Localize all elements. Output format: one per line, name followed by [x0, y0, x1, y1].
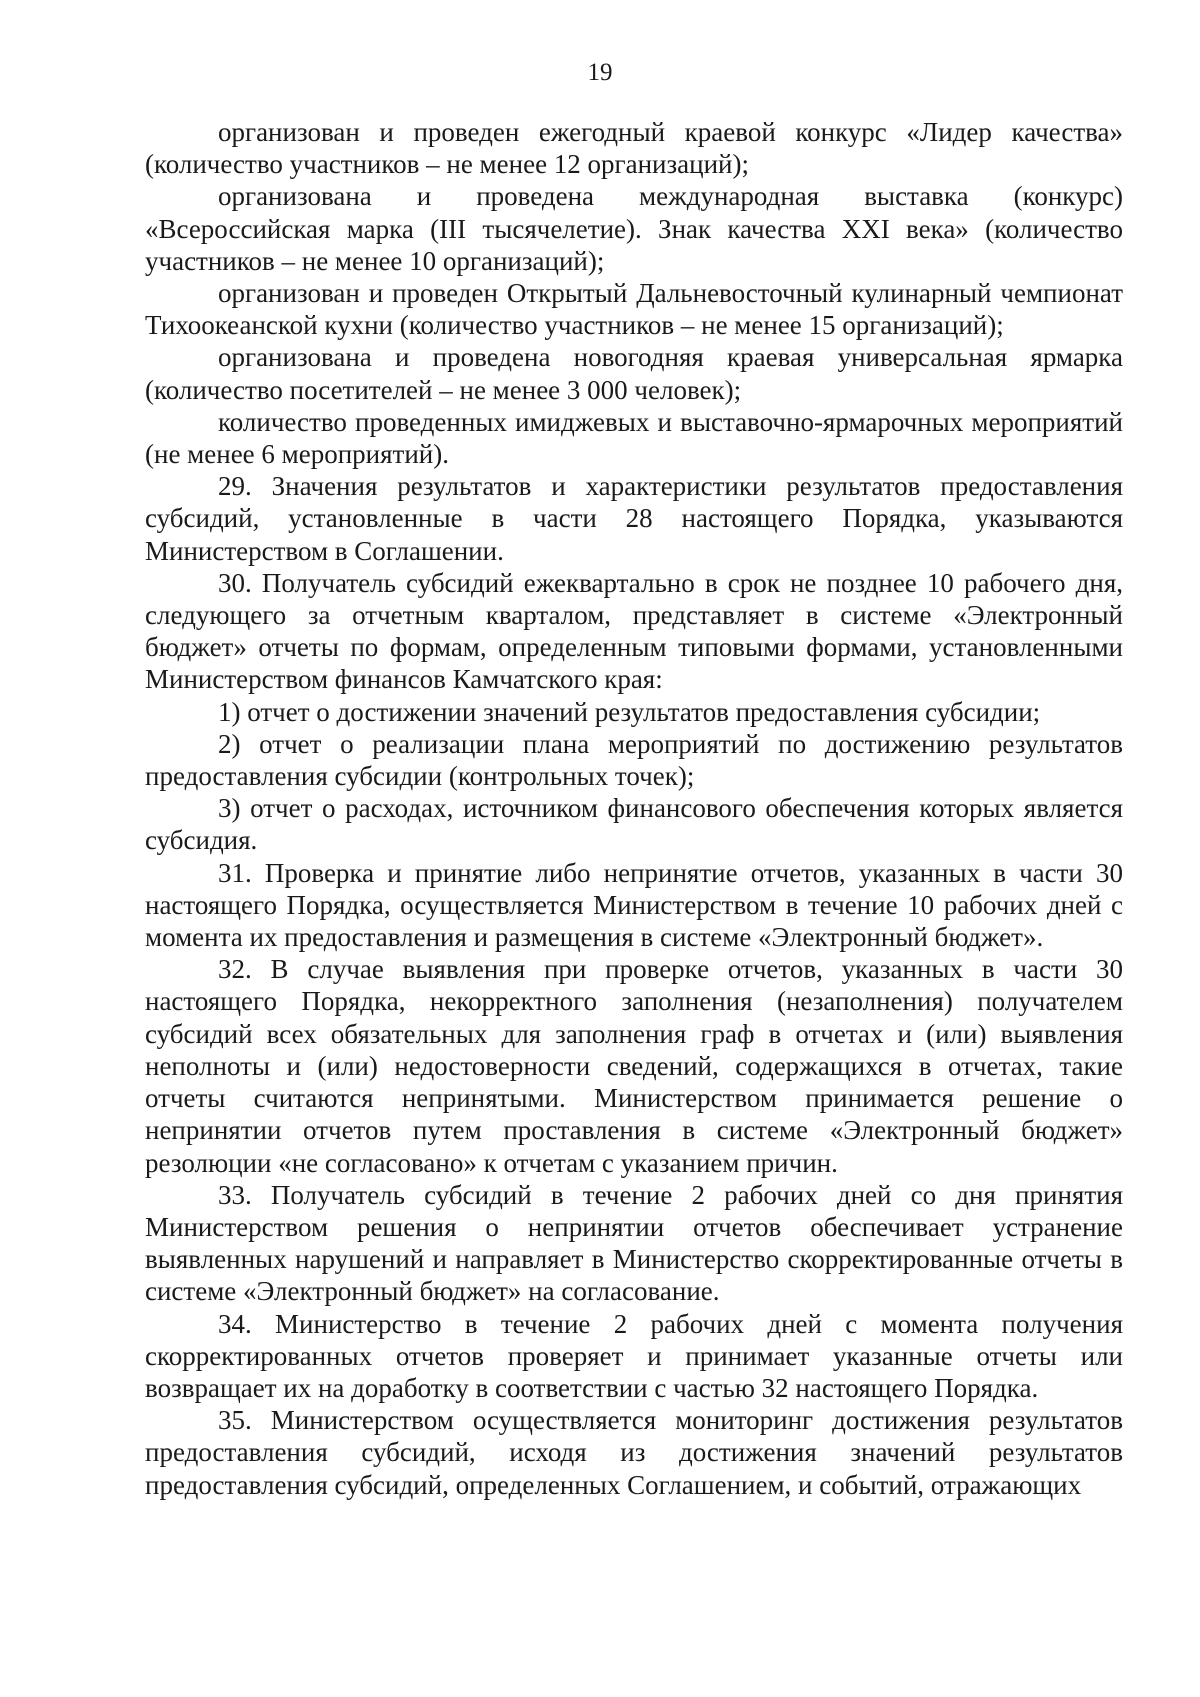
paragraph: организован и проведен Открытый Дальневосточный кулинарный чемпионат Тихоокеанской кухни (количество участников – не менее 15 организаций); — [145, 278, 1123, 341]
paragraph: организована и проведена международная выставка (конкурс) «Всероссийская марка (III тысячелетие). Знак качества XXI века» (количество участников – не менее 10 организаций); — [145, 181, 1123, 276]
paragraph-item-33: 33. Получатель субсидий в течение 2 рабочих дней со дня принятия Министерством решения о непринятии отчетов обеспечивает устранение выявленных нарушений и направляет в Министерство скорректированные отчеты в системе «Электронный бюджет» на согласование. — [145, 1179, 1123, 1307]
paragraph-subitem-3: 3) отчет о расходах, источником финансового обеспечения которых является субсидия. — [145, 793, 1123, 856]
paragraph-subitem-2: 2) отчет о реализации плана мероприятий по достижению результатов предоставления субсидии (контрольных точек); — [145, 728, 1123, 792]
paragraph: количество проведенных имиджевых и выставочно-ярмарочных мероприятий (не менее 6 мероприятий). — [145, 406, 1123, 470]
paragraph-item-35: 35. Министерством осуществляется мониторинг достижения результатов предоставления субсидий, исходя из достижения значений результатов предоставления субсидий, определенных Соглашением, и событий, отражающих — [145, 1405, 1123, 1500]
paragraph-item-34: 34. Министерство в течение 2 рабочих дней с момента получения скорректированных отчетов проверяет и принимает указанные отчеты или возвращает их на доработку в соответствии с частью 32 настоящего Порядка. — [145, 1308, 1123, 1403]
paragraph-item-30: 30. Получатель субсидий ежеквартально в срок не позднее 10 рабочего дня, следующего за отчетным кварталом, представляет в системе «Электронный бюджет» отчеты по формам, определенным типовыми формами, установленными Министерством финансов Камчатского края: — [145, 567, 1123, 695]
paragraph-item-29: 29. Значения результатов и характеристики результатов предоставления субсидий, установленные в части 28 настоящего Порядка, указываются Министерством в Соглашении. — [145, 471, 1123, 566]
paragraph: организована и проведена новогодняя краевая универсальная ярмарка (количество посетителей – не менее 3 000 человек); — [145, 342, 1123, 405]
paragraph-item-31: 31. Проверка и принятие либо непринятие отчетов, указанных в части 30 настоящего Порядка, осуществляется Министерством в течение 10 рабочих дней с момента их предоставления и размещения в системе «Электронный бюджет». — [145, 857, 1123, 953]
paragraph: организован и проведен ежегодный краевой конкурс «Лидер качества» (количество участников – не менее 12 организаций); — [145, 117, 1123, 180]
document-body — [145, 116, 1123, 1501]
paragraph-item-32: 32. В случае выявления при проверке отчетов, указанных в части 30 настоящего Порядка, некорректного заполнения (незаполнения) получателем субсидий всех обязательных для заполнения граф в отчетах и (или) выявления неполноты и (или) недостоверности сведений, содержащихся в отчетах, такие отчеты считаются непринятыми. Министерством принимается решение о непринятии отчетов путем проставления в системе «Электронный бюджет» резолюции «не согласовано» к отчетам с указанием причин. — [145, 954, 1123, 1178]
paragraph-subitem-1: 1) отчет о достижении значений результатов предоставления субсидии; — [218, 696, 1041, 727]
page-number: 19 — [587, 59, 613, 86]
